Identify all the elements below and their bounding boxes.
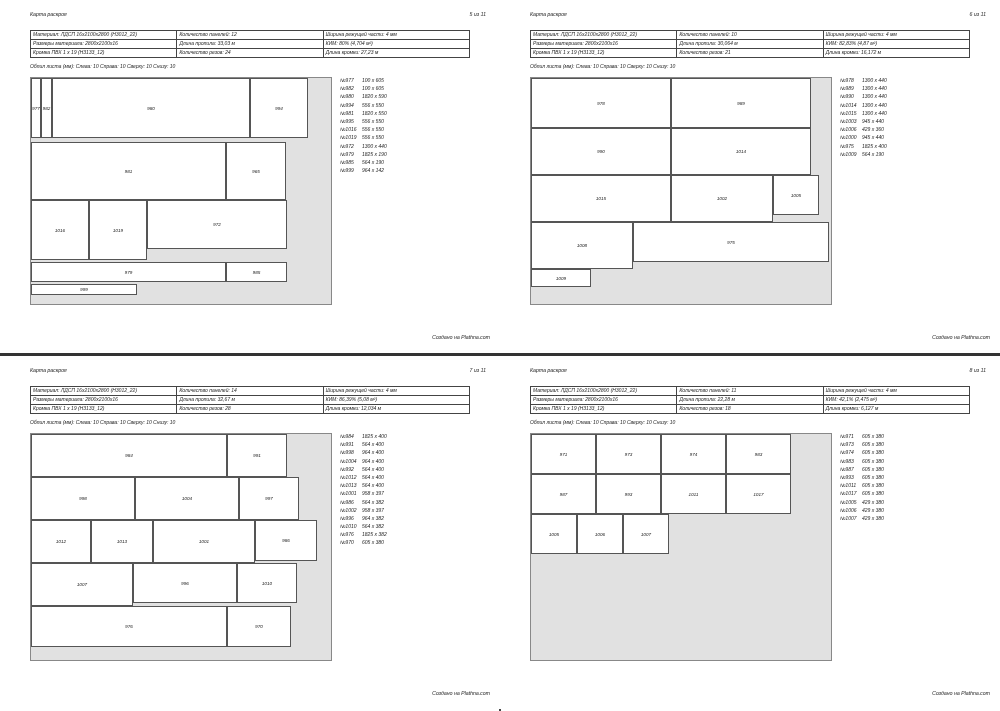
parts-list-item (340, 531, 387, 539)
part-id: №1016 (340, 127, 357, 134)
part-size: 1300 x 440 (362, 143, 387, 150)
part-id: №971 (840, 434, 854, 440)
parts-list-item (340, 167, 387, 175)
info-cell: Материал: ЛДСП 16х2100х2800 (H3012_22) (531, 387, 677, 396)
parts-list-item (840, 449, 884, 457)
info-cell: Длина кромки: 6,127 м (823, 405, 969, 414)
info-cell: Длина пропила: 32,67 м (177, 396, 323, 405)
parts-list (340, 77, 387, 175)
part-size: 605 x 380 (362, 540, 384, 547)
part-id: №991 (340, 442, 354, 449)
parts-list-item (340, 143, 387, 151)
panel-piece[interactable]: 1009 (531, 269, 591, 287)
parts-list-item (840, 441, 884, 449)
part-id: №1005 (840, 499, 857, 506)
info-cell: Размеры материала: 2800х2100х16 (31, 396, 177, 405)
part-id: №995 (340, 118, 354, 125)
panel-piece[interactable]: 1012 (31, 520, 91, 563)
page-number: 8 из 11 (969, 368, 986, 374)
panel-piece[interactable]: 981 (31, 142, 226, 200)
info-cell: Размеры материала: 2800х2100х16 (31, 40, 177, 49)
panel-piece[interactable]: 997 (239, 477, 299, 520)
part-size: 429 x 380 (862, 499, 884, 506)
info-cell: Размеры материала: 2800х2100х16 (531, 40, 677, 49)
part-size: 564 x 400 (362, 466, 384, 473)
panel-piece[interactable]: 1004 (135, 477, 239, 520)
parts-list-item (840, 515, 884, 523)
parts-list-item (340, 523, 387, 531)
panel-piece[interactable]: 1015 (531, 175, 671, 222)
parts-list-item (340, 515, 387, 523)
part-id: №979 (340, 151, 354, 158)
info-cell: Длина пропила: 22,28 м (677, 396, 823, 405)
part-id: №973 (840, 442, 854, 449)
footer-credit: Создано на Plathna.com (432, 335, 490, 341)
parts-list-item (840, 93, 887, 101)
part-id: №984 (340, 434, 354, 440)
panel-piece[interactable]: 986 (255, 520, 317, 561)
part-size: 1825 x 400 (362, 434, 387, 440)
panel-piece[interactable]: 978 (531, 78, 671, 128)
part-id: №1014 (840, 102, 857, 109)
info-cell: Кромка ПВХ 1 х 19 (H3133_12) (31, 49, 177, 58)
parts-list-item (840, 466, 884, 474)
panel-piece[interactable]: 994 (250, 78, 308, 138)
panel-piece[interactable]: 980 (52, 78, 250, 138)
part-id: №970 (340, 540, 354, 547)
info-cell: Ширина режущей части: 4 мм (823, 387, 969, 396)
part-size: 605 x 380 (862, 434, 884, 440)
panel-piece[interactable]: 965 (226, 142, 286, 200)
part-id: №974 (840, 450, 854, 457)
cutting-sheet (530, 433, 832, 661)
parts-list (340, 433, 387, 548)
part-size: 564 x 382 (362, 499, 384, 506)
info-cell: Материал: ЛДСП 16х2100х2800 (H3012_22) (531, 31, 677, 40)
info-cell: КИМ: 86,39% (5,08 м²) (323, 396, 469, 405)
cutting-sheet (30, 77, 332, 305)
part-size: 100 x 605 (362, 86, 384, 93)
info-cell: Ширина режущей части: 4 мм (323, 31, 469, 40)
material-info-table (30, 386, 470, 414)
info-row (531, 396, 970, 405)
info-row (531, 387, 970, 396)
part-size: 429 x 380 (862, 515, 884, 522)
part-id: №1017 (840, 491, 857, 498)
part-size: 945 x 440 (862, 135, 884, 142)
page-title: Карта раскроя (530, 12, 567, 18)
info-cell: Длина пропила: 30,064 м (677, 40, 823, 49)
panel-piece[interactable]: 1013 (91, 520, 153, 563)
part-size: 429 x 380 (862, 507, 884, 514)
panel-piece[interactable]: 1010 (237, 563, 297, 603)
panel-piece[interactable]: 972 (147, 200, 287, 249)
part-size: 1825 x 190 (362, 151, 387, 158)
parts-list-item (840, 110, 887, 118)
part-size: 100 x 605 (362, 78, 384, 84)
info-cell: Кромка ПВХ 1 х 19 (H3133_12) (31, 405, 177, 414)
part-size: 564 x 190 (862, 151, 884, 158)
part-size: 1300 x 440 (862, 86, 887, 93)
part-size: 1300 x 440 (862, 78, 887, 84)
parts-list-item (840, 134, 887, 142)
panel-piece[interactable]: 1006 (577, 514, 623, 554)
panel-piece[interactable]: 974 (661, 434, 726, 474)
part-id: №976 (340, 532, 354, 539)
part-id: №996 (340, 515, 354, 522)
parts-list-item (840, 499, 884, 507)
info-row (31, 387, 470, 396)
part-size: 1825 x 382 (362, 532, 387, 539)
parts-list-item (340, 159, 387, 167)
part-id: №1013 (340, 483, 357, 490)
panel-piece[interactable]: 1007 (623, 514, 669, 554)
material-info-table (30, 30, 470, 58)
part-id: №1007 (840, 515, 857, 522)
parts-list-item (840, 458, 884, 466)
part-id: №998 (340, 450, 354, 457)
info-cell: КИМ: 82,83% (4,87 м²) (823, 40, 969, 49)
info-row (31, 49, 470, 58)
parts-list (840, 433, 884, 523)
parts-list-item (840, 126, 887, 134)
part-size: 564 x 400 (362, 442, 384, 449)
part-size: 556 x 550 (362, 102, 384, 109)
info-cell: Длина пропила: 33,03 м (177, 40, 323, 49)
info-row (531, 49, 970, 58)
info-row (531, 40, 970, 49)
parts-list-item (340, 458, 387, 466)
panel-piece[interactable]: 1017 (726, 474, 791, 514)
panel-piece[interactable]: 1014 (671, 128, 811, 175)
panel-piece[interactable]: 987 (531, 474, 596, 514)
part-id: №985 (340, 159, 354, 166)
panel-piece[interactable]: 1008 (531, 222, 633, 269)
cut-map-page (0, 356, 500, 709)
cut-map-page (500, 356, 1000, 709)
part-size: 564 x 400 (362, 474, 384, 481)
footer-credit: Создано на Plathna.com (432, 691, 490, 697)
panel-piece[interactable]: 976 (31, 606, 227, 647)
part-id: №992 (340, 466, 354, 473)
part-size: 945 x 440 (862, 118, 884, 125)
page-number: 5 из 11 (469, 12, 486, 18)
info-row (31, 396, 470, 405)
parts-list-item (840, 118, 887, 126)
info-cell: Ширина режущей части: 4 мм (823, 31, 969, 40)
parts-list-item (340, 539, 387, 547)
info-row (531, 405, 970, 414)
page-title: Карта раскроя (30, 368, 67, 374)
part-size: 605 x 380 (862, 450, 884, 457)
panel-piece[interactable]: 1011 (661, 474, 726, 514)
info-cell: Количество резов: 18 (677, 405, 823, 414)
part-id: №975 (840, 143, 854, 150)
part-size: 605 x 380 (862, 491, 884, 498)
footer-credit: Создано на Plathna.com (932, 691, 990, 697)
info-cell: Ширина режущей части: 4 мм (323, 387, 469, 396)
cut-map-page (0, 0, 500, 353)
part-id: №989 (840, 86, 854, 93)
part-id: №972 (340, 143, 354, 150)
part-id: №986 (340, 499, 354, 506)
info-row (531, 31, 970, 40)
part-id: №978 (840, 78, 854, 84)
part-id: №1009 (840, 151, 857, 158)
panel-piece[interactable]: 990 (531, 128, 671, 175)
part-size: 1300 x 440 (862, 94, 887, 101)
parts-list-item (840, 151, 887, 159)
panel-piece[interactable]: 1001 (153, 520, 255, 563)
parts-list-item (340, 482, 387, 490)
part-size: 605 x 380 (862, 458, 884, 465)
info-cell: Размеры материала: 2800х2100х16 (531, 396, 677, 405)
panel-piece[interactable]: 996 (133, 563, 237, 603)
panel-piece[interactable]: 991 (227, 434, 287, 477)
part-id: №982 (340, 86, 354, 93)
cut-map-page (500, 0, 1000, 353)
panel-piece[interactable]: 989 (671, 78, 811, 128)
info-row (31, 405, 470, 414)
info-cell: Количество панелей: 14 (177, 387, 323, 396)
parts-list-item (840, 77, 887, 85)
part-id: №1004 (340, 458, 357, 465)
panel-piece[interactable]: 973 (596, 434, 661, 474)
part-id: №987 (840, 466, 854, 473)
parts-list-item (840, 433, 884, 441)
trim-info: Обпил листа (мм): Слева: 10 Справа: 10 Сверху: 10 Снизу: 10 (30, 64, 176, 70)
part-id: №1003 (840, 118, 857, 125)
parts-list-item (340, 126, 387, 134)
cutting-sheet (530, 77, 832, 305)
part-id: №977 (340, 78, 354, 84)
page-title: Карта раскроя (530, 368, 567, 374)
parts-list (840, 77, 887, 159)
panel-piece[interactable]: 982 (41, 78, 52, 138)
part-size: 556 x 550 (362, 118, 384, 125)
part-size: 429 x 360 (862, 127, 884, 134)
parts-list-item (840, 102, 887, 110)
info-cell: Количество резов: 24 (177, 49, 323, 58)
part-id: №981 (340, 110, 354, 117)
panel-piece[interactable]: 1005 (773, 175, 819, 215)
footer-credit: Создано на Plathna.com (932, 335, 990, 341)
part-size: 964 x 400 (362, 458, 384, 465)
parts-list-item (340, 441, 387, 449)
panel-piece[interactable]: 1005 (531, 514, 577, 554)
part-size: 958 x 397 (362, 491, 384, 498)
part-size: 1825 x 400 (862, 143, 887, 150)
part-id: №1015 (840, 110, 857, 117)
parts-list-item (340, 490, 387, 498)
part-id: №1006 (840, 507, 857, 514)
info-cell: Количество панелей: 11 (677, 387, 823, 396)
parts-list-item (340, 449, 387, 457)
part-size: 964 x 400 (362, 450, 384, 457)
info-cell: Количество резов: 21 (677, 49, 823, 58)
part-size: 1300 x 440 (862, 102, 887, 109)
part-size: 556 x 550 (362, 135, 384, 142)
parts-list-item (340, 134, 387, 142)
panel-piece[interactable]: 999 (31, 284, 137, 295)
part-id: №1012 (340, 474, 357, 481)
parts-list-item (840, 482, 884, 490)
panel-piece[interactable]: 998 (31, 477, 135, 520)
part-id: №1006 (840, 127, 857, 134)
part-id: №999 (340, 168, 354, 175)
panel-piece[interactable]: 977 (31, 78, 41, 138)
info-cell: КИМ: 42,1% (2,475 м²) (823, 396, 969, 405)
part-size: 564 x 400 (362, 483, 384, 490)
part-id: №990 (840, 94, 854, 101)
panel-piece[interactable]: 979 (31, 262, 226, 282)
parts-list-item (340, 77, 387, 85)
page-title: Карта раскроя (30, 12, 67, 18)
parts-list-item (340, 102, 387, 110)
part-size: 964 x 382 (362, 515, 384, 522)
trim-info: Обпил листа (мм): Слева: 10 Справа: 10 Сверху: 10 Снизу: 10 (30, 420, 176, 426)
part-id: №983 (840, 458, 854, 465)
parts-list-item (840, 507, 884, 515)
part-size: 564 x 382 (362, 524, 384, 531)
part-size: 1820 x 550 (362, 110, 387, 117)
info-cell: Количество панелей: 12 (177, 31, 323, 40)
panel-piece[interactable]: 983 (726, 434, 791, 474)
trim-info: Обпил листа (мм): Слева: 10 Справа: 10 Сверху: 10 Снизу: 10 (530, 64, 676, 70)
panel-piece[interactable]: 1016 (31, 200, 89, 260)
panel-piece[interactable]: 1019 (89, 200, 147, 260)
info-cell: Материал: ЛДСП 16х2100х2800 (H3012_22) (31, 387, 177, 396)
part-size: 556 x 550 (362, 127, 384, 134)
part-size: 964 x 142 (362, 168, 384, 175)
panel-piece[interactable]: 971 (531, 434, 596, 474)
cutting-sheet (30, 433, 332, 661)
panel-piece[interactable]: 985 (226, 262, 287, 282)
parts-list-item (840, 85, 887, 93)
parts-list-item (340, 118, 387, 126)
trim-info: Обпил листа (мм): Слева: 10 Справа: 10 Сверху: 10 Снизу: 10 (530, 420, 676, 426)
info-cell: Кромка ПВХ 1 х 19 (H3133_12) (531, 405, 677, 414)
part-id: №1001 (340, 491, 357, 498)
material-info-table (530, 30, 970, 58)
part-size: 605 x 380 (862, 442, 884, 449)
parts-list-item (340, 433, 387, 441)
info-cell: Количество резов: 28 (177, 405, 323, 414)
info-cell: КИМ: 80% (4,704 м²) (323, 40, 469, 49)
info-cell: Длина кромки: 12,034 м (323, 405, 469, 414)
part-size: 958 x 397 (362, 507, 384, 514)
part-size: 1820 x 590 (362, 94, 387, 101)
part-id: №993 (840, 474, 854, 481)
parts-list-item (840, 474, 884, 482)
part-size: 605 x 380 (862, 483, 884, 490)
material-info-table (530, 386, 970, 414)
info-row (31, 31, 470, 40)
panel-piece[interactable]: 1002 (671, 175, 773, 222)
part-id: №1011 (840, 483, 857, 490)
info-cell: Длина кромки: 27,23 м (323, 49, 469, 58)
part-id: №1000 (840, 135, 857, 142)
parts-list-item (840, 490, 884, 498)
parts-list-item (340, 110, 387, 118)
part-id: №980 (340, 94, 354, 101)
parts-list-item (340, 499, 387, 507)
parts-list-item (340, 474, 387, 482)
part-id: №1002 (340, 507, 357, 514)
panel-piece[interactable]: 970 (227, 606, 291, 647)
info-row (31, 40, 470, 49)
info-cell: Материал: ЛДСП 16х2100х2800 (H3012_22) (31, 31, 177, 40)
part-size: 1300 x 440 (862, 110, 887, 117)
part-size: 605 x 380 (862, 466, 884, 473)
part-size: 605 x 380 (862, 474, 884, 481)
page-number: 7 из 11 (469, 368, 486, 374)
part-size: 564 x 190 (362, 159, 384, 166)
parts-list-item (340, 507, 387, 515)
info-cell: Количество панелей: 10 (677, 31, 823, 40)
parts-list-item (840, 143, 887, 151)
info-cell: Кромка ПВХ 1 х 19 (H3133_12) (531, 49, 677, 58)
page-number: 6 из 11 (969, 12, 986, 18)
panel-piece[interactable]: 993 (596, 474, 661, 514)
info-cell: Длина кромки: 16,172 м (823, 49, 969, 58)
panel-piece[interactable]: 1007 (31, 563, 133, 606)
parts-list-item (340, 466, 387, 474)
parts-list-item (340, 85, 387, 93)
part-id: №1010 (340, 524, 357, 531)
parts-list-item (340, 151, 387, 159)
panel-piece[interactable]: 984 (31, 434, 227, 477)
parts-list-item (340, 93, 387, 101)
part-id: №1019 (340, 135, 357, 142)
part-id: №994 (340, 102, 354, 109)
panel-piece[interactable]: 975 (633, 222, 829, 262)
